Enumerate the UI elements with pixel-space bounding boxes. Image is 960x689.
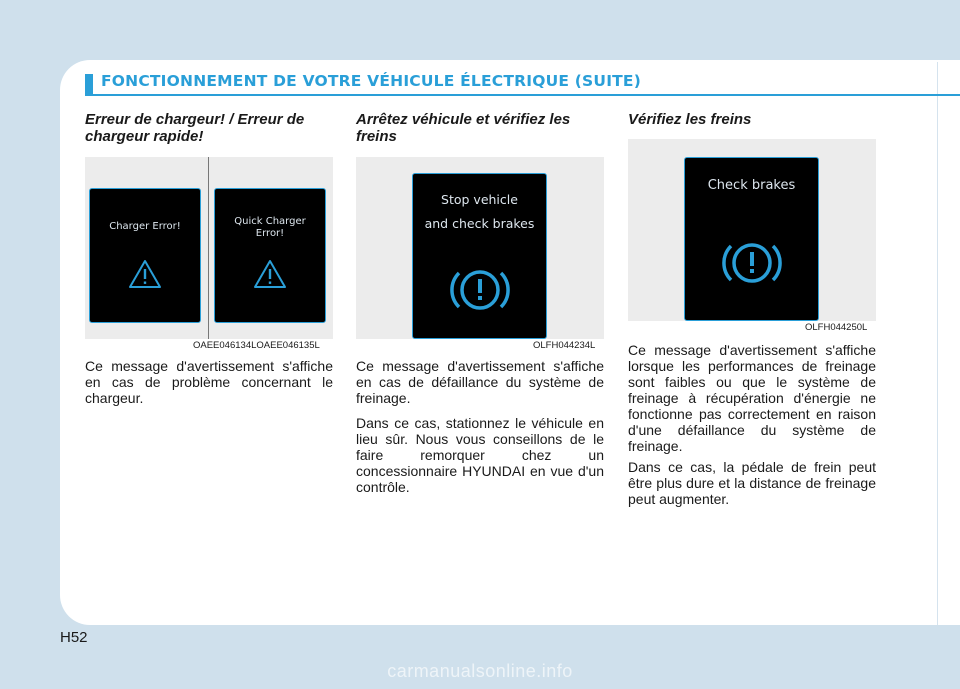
- quick-charger-error-screen: [214, 188, 326, 323]
- quick-charger-line1: Quick Charger: [234, 216, 306, 227]
- header-accent-bar: [85, 74, 93, 94]
- quick-charger-error-text: [215, 216, 325, 240]
- charger-error-screen: [89, 188, 201, 323]
- col2-heading: Arrêtez véhicule et vérifiez les freins: [356, 111, 571, 145]
- stop-vehicle-line2: and check brakes: [424, 216, 535, 231]
- page-number: H52: [60, 629, 88, 646]
- figure-code-left: OAEE046134L: [193, 340, 257, 351]
- warning-triangle-icon: [253, 259, 287, 289]
- col3-figure: [628, 139, 876, 321]
- col2-figure: [356, 157, 604, 339]
- warning-triangle-icon: [128, 259, 162, 289]
- brake-warning-icon: [450, 265, 510, 315]
- stop-vehicle-screen: [412, 173, 547, 339]
- col2-figure-code: OLFH044234L: [533, 340, 596, 351]
- quick-charger-line2: Error!: [255, 228, 285, 239]
- col1-figure: [85, 157, 333, 339]
- page-edge-line: [937, 62, 938, 625]
- figure-divider: [208, 157, 209, 339]
- col1-paragraph1: Ce message d'avertissement s'affiche en cas de problème concernant le chargeur.: [85, 358, 333, 406]
- section-header-title: FONCTIONNEMENT DE VOTRE VÉHICULE ÉLECTRIQUE (SUITE): [101, 72, 642, 90]
- check-brakes-text: Check brakes: [707, 178, 796, 193]
- watermark: carmanualsonline.info: [387, 661, 573, 681]
- header-rule: [85, 94, 960, 96]
- col3-figure-code: OLFH044250L: [805, 322, 868, 333]
- col2-paragraph1: Ce message d'avertissement s'affiche en cas de défaillance du système de freinage.: [356, 358, 604, 406]
- col3-paragraph1: Ce message d'avertissement s'affiche lorsque les performances de freinage sont faibles ou que le système de freinage à récupération d'énergie ne fonctionne pas correctement en raison d'une défaillance du système de freinage.: [628, 342, 876, 454]
- stop-vehicle-line1: Stop vehicle: [441, 192, 518, 207]
- col3-paragraph2: Dans ce cas, la pédale de frein peut être plus dure et la distance de freinage peut augmenter.: [628, 459, 876, 507]
- brake-warning-icon: [722, 238, 782, 288]
- check-brakes-screen: [684, 157, 819, 321]
- col1-heading: Erreur de chargeur! / Erreur de chargeur rapide!: [85, 111, 305, 145]
- stop-vehicle-text: [413, 188, 546, 236]
- col2-paragraph2: Dans ce cas, stationnez le véhicule en lieu sûr. Nous vous conseillons de le faire remorquer chez un concessionnaire HYUNDAI en vue d'un contrôle.: [356, 415, 604, 495]
- col1-figure-code: [193, 340, 320, 351]
- figure-code-right: OAEE046135L: [256, 340, 320, 351]
- col3-heading: Vérifiez les freins: [628, 111, 752, 128]
- charger-error-text: Charger Error!: [109, 221, 181, 232]
